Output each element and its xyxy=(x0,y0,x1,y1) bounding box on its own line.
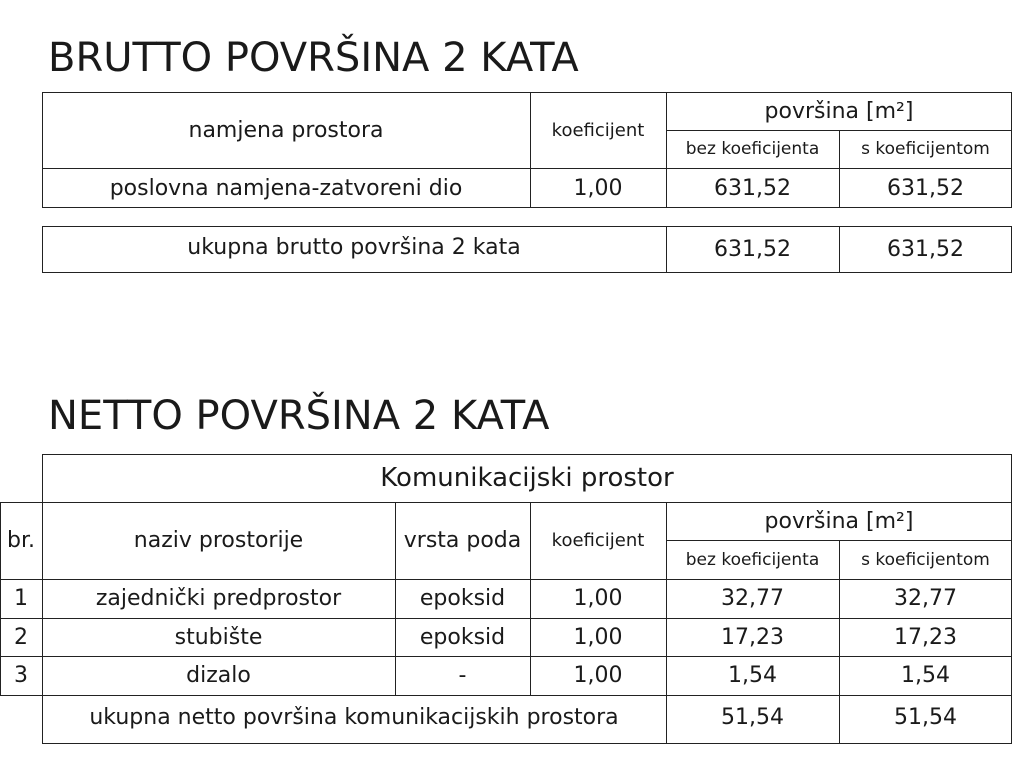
netto-title: NETTO POVRŠINA 2 KATA xyxy=(48,393,550,439)
header-bez-koeficijenta: bez koeficijenta xyxy=(685,139,820,159)
row-koeficijent: 1,00 xyxy=(573,663,623,688)
brutto-row-koeficijent: 1,00 xyxy=(573,175,623,201)
header-namjena: namjena prostora xyxy=(188,117,384,143)
header-s-koeficijentom: s koeficijentom xyxy=(861,139,990,159)
brutto-row-bez: 631,52 xyxy=(714,175,791,201)
netto-total-s: 51,54 xyxy=(894,705,957,730)
section-title: Komunikacijski prostor xyxy=(380,463,674,493)
row-bez: 17,23 xyxy=(721,624,784,650)
row-s: 17,23 xyxy=(894,624,957,650)
brutto-row-namjena: poslovna namjena-zatvoreni dio xyxy=(109,175,463,201)
row-koeficijent: 1,00 xyxy=(573,624,623,650)
row-s: 1,54 xyxy=(901,663,950,688)
brutto-total-label: ukupna brutto površina 2 kata xyxy=(187,235,521,260)
row-bez: 1,54 xyxy=(728,663,777,688)
header-povrsina: površina [m²] xyxy=(764,98,914,124)
header-br: br. xyxy=(7,528,35,553)
brutto-total-s: 631,52 xyxy=(887,237,964,262)
row-vrsta: - xyxy=(458,663,467,688)
row-br: 2 xyxy=(14,624,28,650)
header-koeficijent: koeficijent xyxy=(551,119,645,141)
row-naziv: dizalo xyxy=(186,663,251,688)
header-s-koeficijentom: s koeficijentom xyxy=(861,549,990,570)
brutto-total-bez: 631,52 xyxy=(714,237,791,262)
netto-total-bez: 51,54 xyxy=(721,705,784,730)
brutto-row-s: 631,52 xyxy=(887,175,964,201)
row-naziv: zajednički predprostor xyxy=(95,586,342,611)
row-vrsta: epoksid xyxy=(419,586,506,611)
header-naziv: naziv prostorije xyxy=(133,528,304,553)
header-povrsina: površina [m²] xyxy=(764,508,914,534)
row-naziv: stubište xyxy=(174,624,263,650)
header-koeficijent: koeficijent xyxy=(551,530,645,551)
brutto-title: BRUTTO POVRŠINA 2 KATA xyxy=(48,35,579,81)
row-koeficijent: 1,00 xyxy=(573,586,623,611)
row-bez: 32,77 xyxy=(721,586,784,611)
header-vrsta-poda: vrsta poda xyxy=(403,528,522,553)
row-s: 32,77 xyxy=(894,586,957,611)
header-bez-koeficijenta: bez koeficijenta xyxy=(685,549,820,570)
row-vrsta: epoksid xyxy=(419,624,506,650)
row-br: 1 xyxy=(14,586,28,611)
netto-total-label: ukupna netto površina komunikacijskih prostora xyxy=(89,705,619,730)
row-br: 3 xyxy=(14,663,28,688)
